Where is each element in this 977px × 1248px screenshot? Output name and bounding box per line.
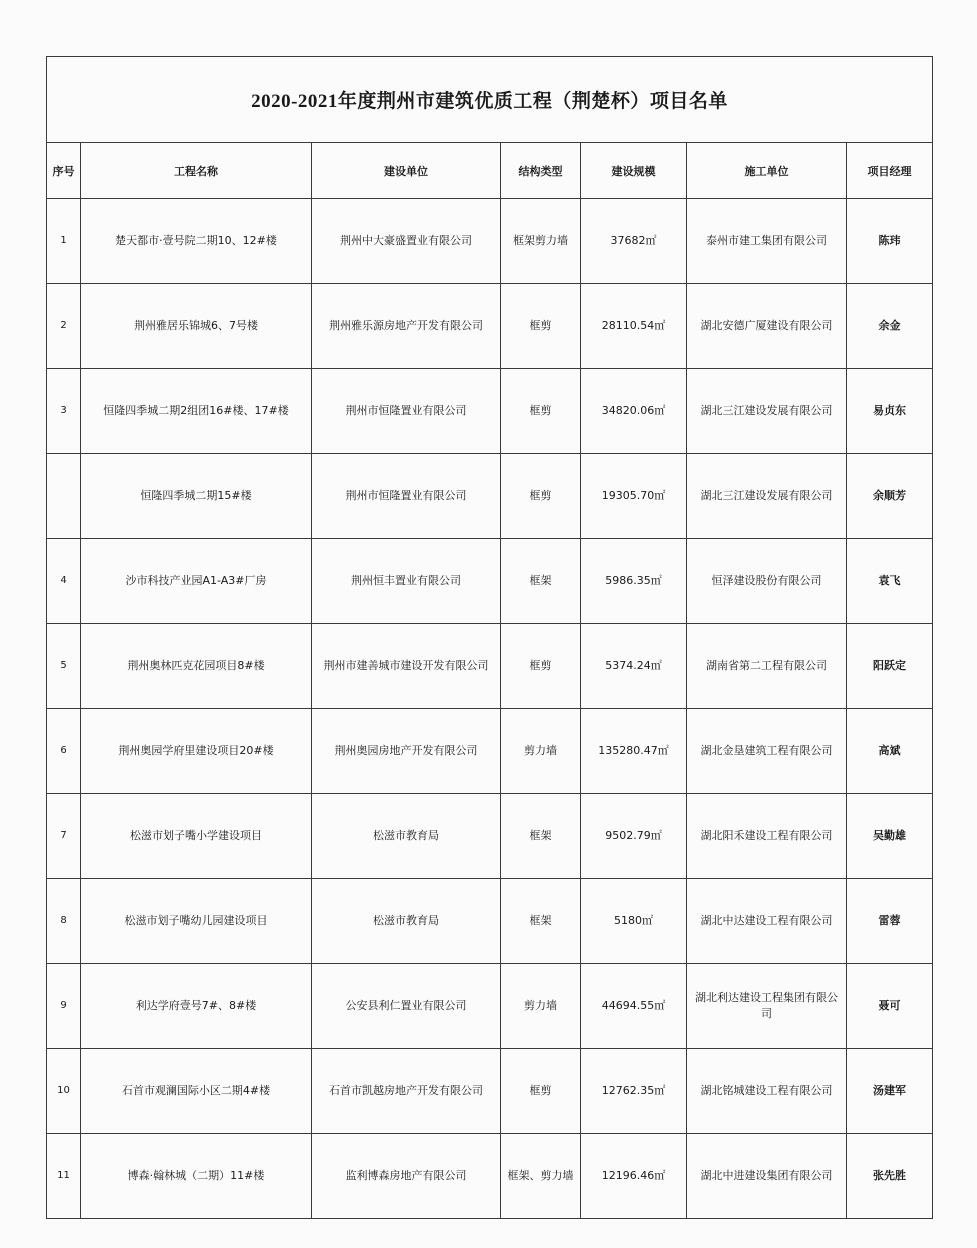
- scale-cell: 12762.35㎡: [581, 1049, 687, 1134]
- table-header-row: [47, 143, 933, 199]
- manager-cell: 聂可: [847, 964, 933, 1049]
- seq-cell: 6: [47, 709, 81, 794]
- project-name-cell: 松滋市划子嘴小学建设项目: [81, 794, 312, 879]
- document-title: 2020-2021年度荆州市建筑优质工程（荆楚杯）项目名单: [47, 57, 933, 143]
- table-row: [47, 709, 933, 794]
- contractor-cell: 湖北金垦建筑工程有限公司: [687, 709, 847, 794]
- owner-cell: 荆州市恒隆置业有限公司: [312, 369, 501, 454]
- contractor-cell: 湖北中达建设工程有限公司: [687, 879, 847, 964]
- manager-cell: 张先胜: [847, 1134, 933, 1219]
- seq-cell: 10: [47, 1049, 81, 1134]
- manager-cell: 高斌: [847, 709, 933, 794]
- owner-cell: 荆州恒丰置业有限公司: [312, 539, 501, 624]
- table-row: [47, 199, 933, 284]
- contractor-cell: 湖北三江建设发展有限公司: [687, 369, 847, 454]
- structure-cell: 框剪: [501, 369, 581, 454]
- project-name-cell: 荆州奥林匹克花园项目8#楼: [81, 624, 312, 709]
- owner-cell: 荆州雅乐源房地产开发有限公司: [312, 284, 501, 369]
- project-list-table: [46, 56, 933, 1219]
- manager-cell: 吴勤雄: [847, 794, 933, 879]
- header-scale: 建设规模: [581, 143, 687, 199]
- contractor-cell: 湖北利达建设工程集团有限公司: [687, 964, 847, 1049]
- contractor-cell: 湖南省第二工程有限公司: [687, 624, 847, 709]
- header-owner: 建设单位: [312, 143, 501, 199]
- scale-cell: 44694.55㎡: [581, 964, 687, 1049]
- table-row: [47, 624, 933, 709]
- seq-cell: 11: [47, 1134, 81, 1219]
- header-manager: 项目经理: [847, 143, 933, 199]
- header-structure: 结构类型: [501, 143, 581, 199]
- project-name-cell: 荆州雅居乐锦城6、7号楼: [81, 284, 312, 369]
- structure-cell: 框架剪力墙: [501, 199, 581, 284]
- owner-cell: 荆州奥园房地产开发有限公司: [312, 709, 501, 794]
- manager-cell: 汤建军: [847, 1049, 933, 1134]
- project-name-cell: 利达学府壹号7#、8#楼: [81, 964, 312, 1049]
- contractor-cell: 湖北铭城建设工程有限公司: [687, 1049, 847, 1134]
- header-contractor: 施工单位: [687, 143, 847, 199]
- owner-cell: 公安县利仁置业有限公司: [312, 964, 501, 1049]
- scale-cell: 12196.46㎡: [581, 1134, 687, 1219]
- table-row: [47, 879, 933, 964]
- structure-cell: 框架: [501, 794, 581, 879]
- header-seq: 序号: [47, 143, 81, 199]
- manager-cell: 阳跃定: [847, 624, 933, 709]
- owner-cell: 松滋市教育局: [312, 794, 501, 879]
- project-name-cell: 石首市观澜国际小区二期4#楼: [81, 1049, 312, 1134]
- seq-cell: 2: [47, 284, 81, 369]
- scale-cell: 37682㎡: [581, 199, 687, 284]
- project-name-cell: 楚天都市·壹号院二期10、12#楼: [81, 199, 312, 284]
- contractor-cell: 恒泽建设股份有限公司: [687, 539, 847, 624]
- structure-cell: 框架: [501, 879, 581, 964]
- table-row: [47, 454, 933, 539]
- seq-cell: 8: [47, 879, 81, 964]
- scale-cell: 5986.35㎡: [581, 539, 687, 624]
- manager-cell: 雷蓉: [847, 879, 933, 964]
- table-row: [47, 1049, 933, 1134]
- owner-cell: 松滋市教育局: [312, 879, 501, 964]
- scale-cell: 19305.70㎡: [581, 454, 687, 539]
- manager-cell: 易贞东: [847, 369, 933, 454]
- scale-cell: 9502.79㎡: [581, 794, 687, 879]
- table-row: [47, 539, 933, 624]
- owner-cell: 荆州市恒隆置业有限公司: [312, 454, 501, 539]
- structure-cell: 剪力墙: [501, 964, 581, 1049]
- table-row: [47, 1134, 933, 1219]
- scale-cell: 28110.54㎡: [581, 284, 687, 369]
- owner-cell: 石首市凯越房地产开发有限公司: [312, 1049, 501, 1134]
- structure-cell: 框剪: [501, 454, 581, 539]
- project-name-cell: 恒隆四季城二期2组团16#楼、17#楼: [81, 369, 312, 454]
- contractor-cell: 湖北阳禾建设工程有限公司: [687, 794, 847, 879]
- seq-cell: 9: [47, 964, 81, 1049]
- seq-cell: 5: [47, 624, 81, 709]
- structure-cell: 框架: [501, 539, 581, 624]
- project-name-cell: 恒隆四季城二期15#楼: [81, 454, 312, 539]
- structure-cell: 框剪: [501, 1049, 581, 1134]
- seq-cell: 7: [47, 794, 81, 879]
- project-name-cell: 博森·翰林城（二期）11#楼: [81, 1134, 312, 1219]
- seq-cell: [47, 454, 81, 539]
- structure-cell: 框架、剪力墙: [501, 1134, 581, 1219]
- contractor-cell: 泰州市建工集团有限公司: [687, 199, 847, 284]
- manager-cell: 余金: [847, 284, 933, 369]
- project-name-cell: 沙市科技产业园A1-A3#厂房: [81, 539, 312, 624]
- seq-cell: 1: [47, 199, 81, 284]
- scale-cell: 34820.06㎡: [581, 369, 687, 454]
- scale-cell: 5374.24㎡: [581, 624, 687, 709]
- manager-cell: 陈玮: [847, 199, 933, 284]
- header-project-name: 工程名称: [81, 143, 312, 199]
- project-name-cell: 荆州奥园学府里建设项目20#楼: [81, 709, 312, 794]
- contractor-cell: 湖北三江建设发展有限公司: [687, 454, 847, 539]
- contractor-cell: 湖北安德广厦建设有限公司: [687, 284, 847, 369]
- seq-cell: 4: [47, 539, 81, 624]
- structure-cell: 剪力墙: [501, 709, 581, 794]
- manager-cell: 袁飞: [847, 539, 933, 624]
- project-name-cell: 松滋市划子嘴幼儿园建设项目: [81, 879, 312, 964]
- manager-cell: 余顺芳: [847, 454, 933, 539]
- table-row: [47, 284, 933, 369]
- contractor-cell: 湖北中进建设集团有限公司: [687, 1134, 847, 1219]
- owner-cell: 荆州市建善城市建设开发有限公司: [312, 624, 501, 709]
- scale-cell: 5180㎡: [581, 879, 687, 964]
- owner-cell: 监利博森房地产有限公司: [312, 1134, 501, 1219]
- seq-cell: 3: [47, 369, 81, 454]
- structure-cell: 框剪: [501, 624, 581, 709]
- table-row: [47, 794, 933, 879]
- owner-cell: 荆州中大豪盛置业有限公司: [312, 199, 501, 284]
- table-row: [47, 964, 933, 1049]
- structure-cell: 框剪: [501, 284, 581, 369]
- scale-cell: 135280.47㎡: [581, 709, 687, 794]
- table-row: [47, 369, 933, 454]
